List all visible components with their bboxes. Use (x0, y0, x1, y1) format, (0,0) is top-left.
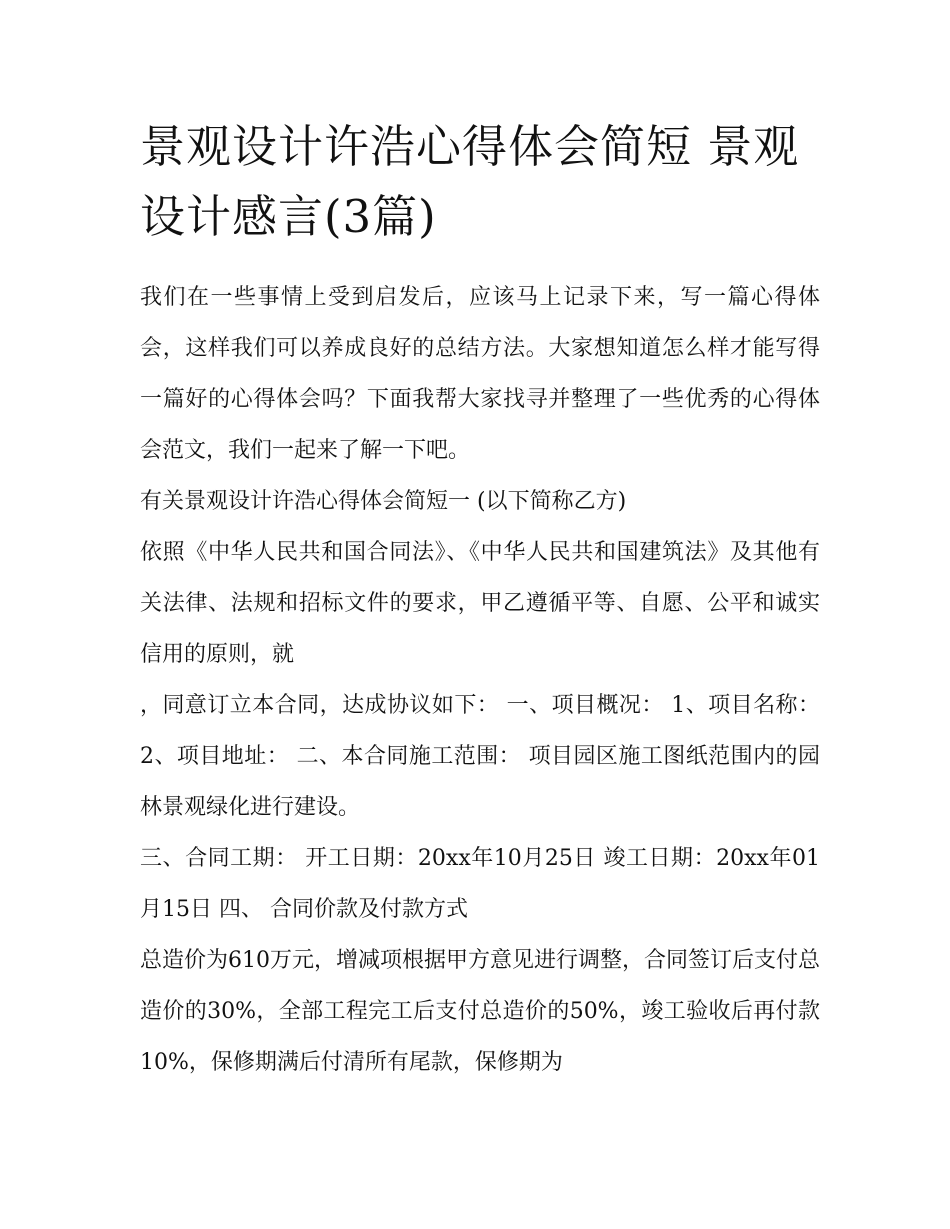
document-title: 景观设计许浩心得体会简短 景观设计感言(3篇) (140, 120, 800, 243)
legal-basis-paragraph: 依照《中华人民共和国合同法》、《中华人民共和国建筑法》及其他有关法律、法规和招标文件的要求，甲乙遵循平等、自愿、公平和诚实信用的原则，就 (140, 540, 820, 667)
document-body (140, 112, 820, 1088)
project-overview-paragraph: ，同意订立本合同，达成协议如下： 一、项目概况： 1、项目名称： 2、项目地址： 二、本合同施工范围： 项目园区施工图纸范围内的园林景观绿化进行建设。 (140, 693, 820, 820)
payment-terms-paragraph: 总造价为610万元，增减项根据甲方意见进行调整，合同签订后支付总造价的30%，全部工程完工后支付总造价的50%，竣工验收后再付款10%，保修期满后付清所有尾款，保修期为 (140, 948, 820, 1075)
section-heading-paragraph: 有关景观设计许浩心得体会简短一 (以下简称乙方) (140, 489, 627, 514)
intro-paragraph: 我们在一些事情上受到启发后，应该马上记录下来，写一篇心得体会，这样我们可以养成良好的总结方法。大家想知道怎么样才能写得一篇好的心得体会吗？下面我帮大家找寻并整理了一些优秀的心得体会范文，我们一起来了解一下吧。 (140, 285, 820, 463)
contract-period-paragraph: 三、合同工期： 开工日期：20xx年10月25日 竣工日期：20xx年01月15日 四、 合同价款及付款方式 (140, 846, 820, 922)
